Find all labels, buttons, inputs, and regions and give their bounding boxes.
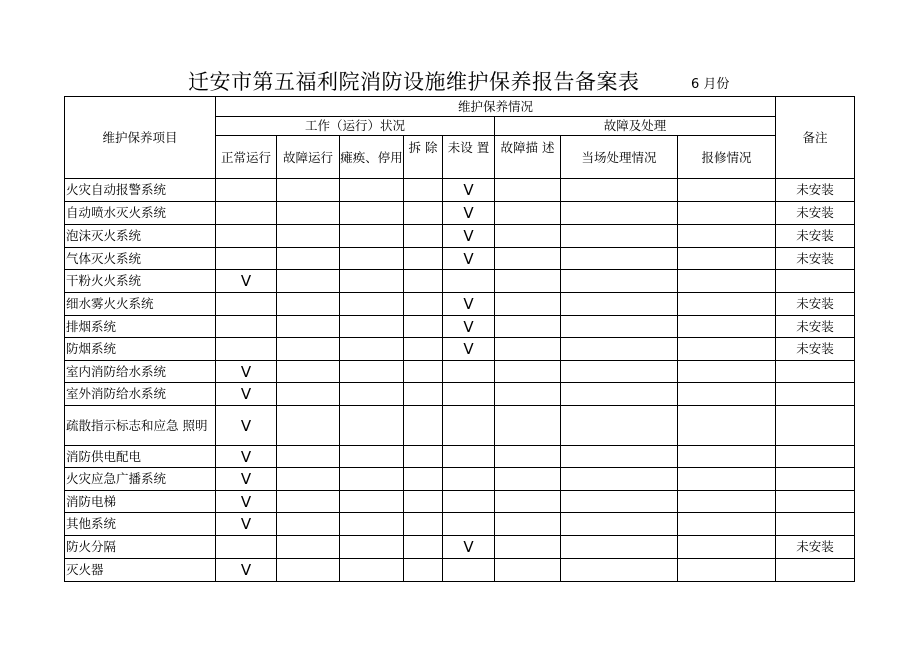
cell-fault-desc <box>495 513 561 536</box>
cell-repair <box>678 202 776 225</box>
table-row <box>65 446 855 468</box>
cell-remark <box>776 468 855 491</box>
check-normal: V <box>216 406 277 446</box>
header-fault: 故障及处理 <box>495 117 776 136</box>
cell-faulty <box>277 270 340 293</box>
table-row <box>65 491 855 513</box>
cell-repair <box>678 559 776 582</box>
check-normal <box>216 202 277 225</box>
cell-paralyzed <box>340 293 404 316</box>
cell-faulty <box>277 513 340 536</box>
cell-paralyzed <box>340 491 404 513</box>
cell-fault-desc <box>495 383 561 406</box>
row-item-name: 自动喷水灭火系统 <box>65 202 216 225</box>
cell-removed <box>404 293 443 316</box>
cell-remark <box>776 361 855 383</box>
cell-repair <box>678 361 776 383</box>
cell-onsite <box>561 179 678 202</box>
header-status: 工作（运行）状况 <box>216 117 495 136</box>
cell-faulty <box>277 179 340 202</box>
table-row <box>65 536 855 559</box>
check-normal <box>216 338 277 361</box>
cell-removed <box>404 179 443 202</box>
header-repair: 报修情况 <box>678 136 776 179</box>
cell-paralyzed <box>340 270 404 293</box>
cell-repair <box>678 179 776 202</box>
cell-paralyzed <box>340 559 404 582</box>
header-faulty: 故障运行 <box>277 136 340 179</box>
cell-onsite <box>561 293 678 316</box>
table-row <box>65 513 855 536</box>
cell-fault-desc <box>495 248 561 270</box>
cell-faulty <box>277 446 340 468</box>
cell-repair <box>678 513 776 536</box>
cell-removed <box>404 316 443 338</box>
cell-fault-desc <box>495 179 561 202</box>
cell-remark <box>776 491 855 513</box>
row-item-name: 火灾自动报警系统 <box>65 179 216 202</box>
check-normal: V <box>216 361 277 383</box>
cell-faulty <box>277 248 340 270</box>
table-row <box>65 406 855 446</box>
check-normal: V <box>216 383 277 406</box>
check-normal <box>216 225 277 248</box>
cell-remark <box>776 406 855 446</box>
check-normal <box>216 179 277 202</box>
cell-removed <box>404 225 443 248</box>
cell-remark: 未安装 <box>776 338 855 361</box>
cell-fault-desc <box>495 468 561 491</box>
cell-remark <box>776 270 855 293</box>
page-title: 迁安市第五福利院消防设施维护保养报告备案表 <box>188 70 640 94</box>
cell-repair <box>678 406 776 446</box>
cell-paralyzed <box>340 446 404 468</box>
table-row <box>65 468 855 491</box>
month-label: 6 月份 <box>691 77 730 92</box>
table-row <box>65 248 855 270</box>
row-item-name: 泡沫灭火系统 <box>65 225 216 248</box>
header-normal: 正常运行 <box>216 136 277 179</box>
cell-faulty <box>277 361 340 383</box>
cell-onsite <box>561 446 678 468</box>
cell-removed <box>404 383 443 406</box>
header-paralyzed: 瘫痪、停用 <box>340 136 404 179</box>
cell-onsite <box>561 536 678 559</box>
check-not-installed <box>443 491 495 513</box>
cell-onsite <box>561 559 678 582</box>
cell-fault-desc <box>495 559 561 582</box>
cell-repair <box>678 446 776 468</box>
cell-fault-desc <box>495 270 561 293</box>
cell-onsite <box>561 513 678 536</box>
cell-repair <box>678 468 776 491</box>
cell-onsite <box>561 361 678 383</box>
header-removed: 拆 除 <box>404 136 443 179</box>
row-item-name: 其他系统 <box>65 513 216 536</box>
cell-paralyzed <box>340 248 404 270</box>
cell-remark <box>776 383 855 406</box>
table-row <box>65 225 855 248</box>
header-remark: 备注 <box>776 97 855 179</box>
row-item-name: 排烟系统 <box>65 316 216 338</box>
cell-paralyzed <box>340 406 404 446</box>
check-normal: V <box>216 559 277 582</box>
cell-remark <box>776 559 855 582</box>
row-item-name: 气体灭火系统 <box>65 248 216 270</box>
cell-remark <box>776 446 855 468</box>
cell-fault-desc <box>495 338 561 361</box>
cell-removed <box>404 338 443 361</box>
cell-faulty <box>277 406 340 446</box>
cell-removed <box>404 270 443 293</box>
cell-fault-desc <box>495 361 561 383</box>
cell-fault-desc <box>495 536 561 559</box>
row-item-name: 疏散指示标志和应急 照明 <box>65 406 216 446</box>
row-item-name: 消防供电配电 <box>65 446 216 468</box>
cell-repair <box>678 338 776 361</box>
cell-paralyzed <box>340 202 404 225</box>
cell-paralyzed <box>340 513 404 536</box>
cell-remark: 未安装 <box>776 179 855 202</box>
cell-faulty <box>277 338 340 361</box>
row-item-name: 防烟系统 <box>65 338 216 361</box>
header-not-installed: 未设 置 <box>443 136 495 179</box>
cell-faulty <box>277 559 340 582</box>
row-item-name: 火灾应急广播系统 <box>65 468 216 491</box>
row-item-name: 消防电梯 <box>65 491 216 513</box>
check-normal <box>216 316 277 338</box>
cell-onsite <box>561 225 678 248</box>
check-normal: V <box>216 491 277 513</box>
table-row <box>65 383 855 406</box>
check-not-installed <box>443 559 495 582</box>
check-not-installed: V <box>443 316 495 338</box>
cell-faulty <box>277 225 340 248</box>
check-normal <box>216 536 277 559</box>
check-normal: V <box>216 446 277 468</box>
table-row <box>65 270 855 293</box>
row-item-name: 细水雾火火系统 <box>65 293 216 316</box>
check-not-installed: V <box>443 202 495 225</box>
cell-onsite <box>561 316 678 338</box>
cell-removed <box>404 559 443 582</box>
table-row <box>65 202 855 225</box>
row-item-name: 室内消防给水系统 <box>65 361 216 383</box>
check-not-installed <box>443 361 495 383</box>
cell-fault-desc <box>495 446 561 468</box>
check-not-installed <box>443 270 495 293</box>
cell-removed <box>404 446 443 468</box>
cell-fault-desc <box>495 293 561 316</box>
cell-remark: 未安装 <box>776 536 855 559</box>
cell-onsite <box>561 491 678 513</box>
cell-repair <box>678 316 776 338</box>
maintenance-table <box>64 96 855 582</box>
check-normal: V <box>216 270 277 293</box>
cell-fault-desc <box>495 406 561 446</box>
cell-repair <box>678 225 776 248</box>
cell-faulty <box>277 316 340 338</box>
cell-paralyzed <box>340 536 404 559</box>
cell-removed <box>404 536 443 559</box>
check-not-installed: V <box>443 536 495 559</box>
cell-onsite <box>561 338 678 361</box>
cell-fault-desc <box>495 316 561 338</box>
cell-remark: 未安装 <box>776 202 855 225</box>
cell-onsite <box>561 270 678 293</box>
cell-repair <box>678 248 776 270</box>
table-row <box>65 179 855 202</box>
row-item-name: 防火分隔 <box>65 536 216 559</box>
cell-faulty <box>277 491 340 513</box>
cell-removed <box>404 513 443 536</box>
table-row <box>65 293 855 316</box>
header-fault-desc: 故障描 述 <box>495 136 561 179</box>
cell-remark: 未安装 <box>776 225 855 248</box>
cell-repair <box>678 536 776 559</box>
cell-faulty <box>277 293 340 316</box>
check-normal <box>216 293 277 316</box>
cell-paralyzed <box>340 225 404 248</box>
check-not-installed: V <box>443 293 495 316</box>
cell-repair <box>678 491 776 513</box>
cell-faulty <box>277 383 340 406</box>
cell-onsite <box>561 383 678 406</box>
cell-paralyzed <box>340 383 404 406</box>
check-normal: V <box>216 468 277 491</box>
cell-remark: 未安装 <box>776 316 855 338</box>
cell-removed <box>404 202 443 225</box>
check-not-installed: V <box>443 179 495 202</box>
check-not-installed <box>443 383 495 406</box>
table-row <box>65 316 855 338</box>
check-not-installed: V <box>443 248 495 270</box>
cell-removed <box>404 361 443 383</box>
cell-paralyzed <box>340 338 404 361</box>
cell-removed <box>404 468 443 491</box>
table-row <box>65 559 855 582</box>
cell-repair <box>678 270 776 293</box>
check-not-installed <box>443 446 495 468</box>
header-maintenance: 维护保养情况 <box>216 97 776 117</box>
cell-removed <box>404 406 443 446</box>
cell-onsite <box>561 202 678 225</box>
row-item-name: 干粉火火系统 <box>65 270 216 293</box>
check-not-installed: V <box>443 338 495 361</box>
cell-remark <box>776 513 855 536</box>
cell-remark: 未安装 <box>776 293 855 316</box>
row-item-name: 灭火器 <box>65 559 216 582</box>
cell-paralyzed <box>340 361 404 383</box>
cell-repair <box>678 293 776 316</box>
cell-faulty <box>277 536 340 559</box>
cell-fault-desc <box>495 202 561 225</box>
cell-onsite <box>561 406 678 446</box>
cell-removed <box>404 248 443 270</box>
cell-faulty <box>277 202 340 225</box>
check-not-installed <box>443 513 495 536</box>
cell-paralyzed <box>340 316 404 338</box>
cell-fault-desc <box>495 491 561 513</box>
check-not-installed <box>443 406 495 446</box>
table-row <box>65 361 855 383</box>
cell-paralyzed <box>340 179 404 202</box>
check-normal: V <box>216 513 277 536</box>
cell-removed <box>404 491 443 513</box>
header-onsite: 当场处理情况 <box>561 136 678 179</box>
cell-faulty <box>277 468 340 491</box>
cell-onsite <box>561 248 678 270</box>
row-item-name: 室外消防给水系统 <box>65 383 216 406</box>
check-not-installed: V <box>443 225 495 248</box>
header-item: 维护保养项目 <box>65 97 216 179</box>
cell-paralyzed <box>340 468 404 491</box>
table-row <box>65 338 855 361</box>
cell-onsite <box>561 468 678 491</box>
cell-repair <box>678 383 776 406</box>
check-not-installed <box>443 468 495 491</box>
cell-remark: 未安装 <box>776 248 855 270</box>
cell-fault-desc <box>495 225 561 248</box>
check-normal <box>216 248 277 270</box>
